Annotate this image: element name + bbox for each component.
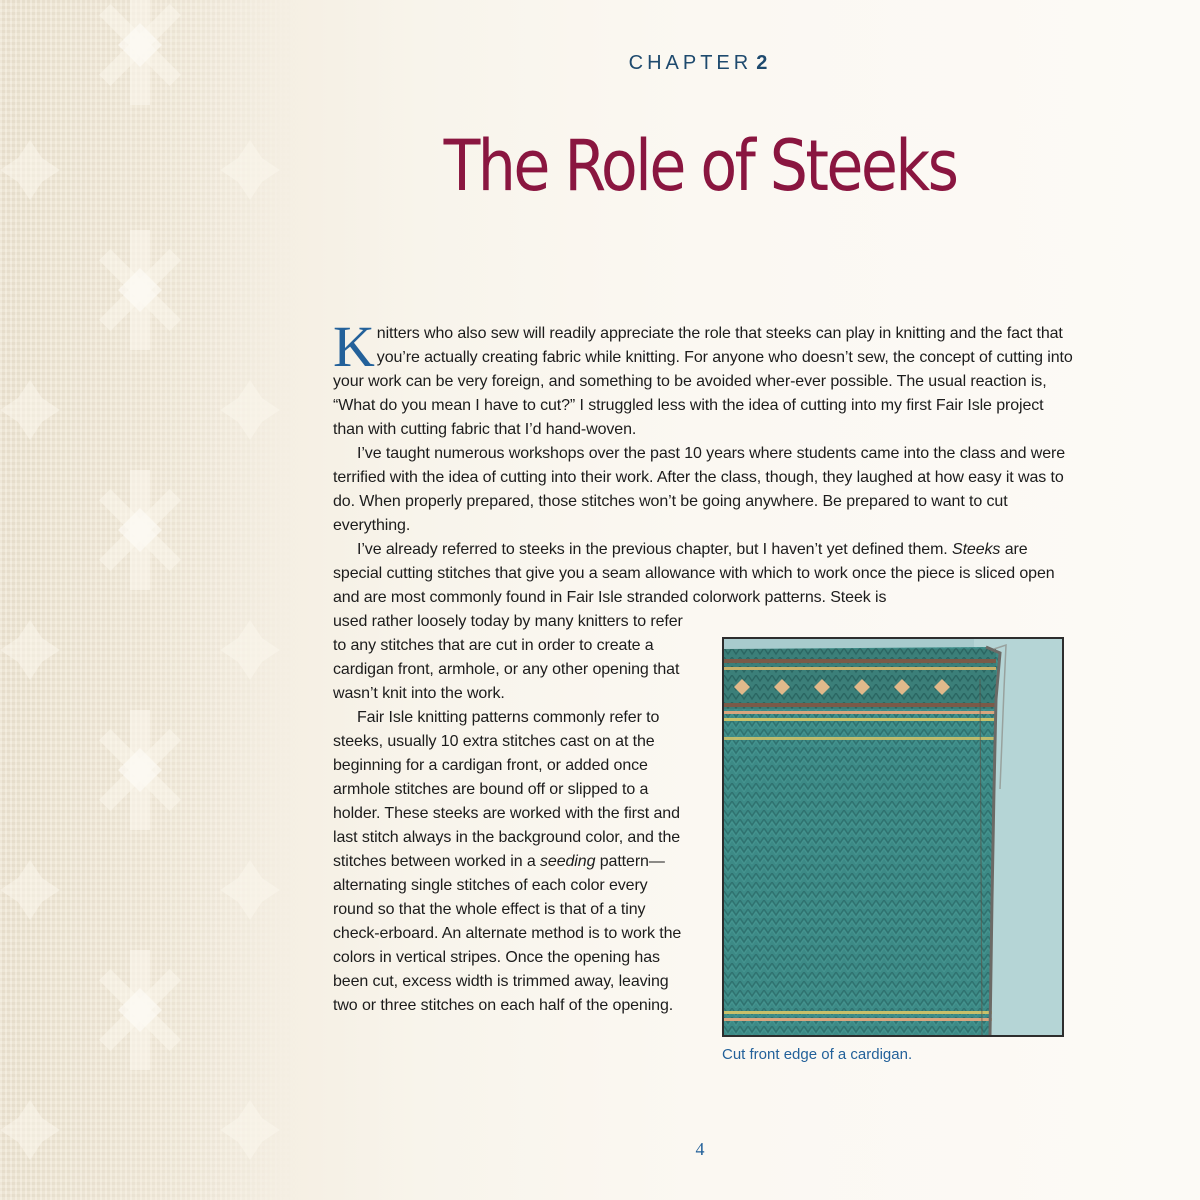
column-text-block	[333, 610, 683, 1018]
paragraph-3-text-b: are special cutting stitches that give you a seam allowance with which to work once the piece is sliced open and are most commonly found in Fair Isle stranded colorwork patterns. Steek is	[333, 541, 1055, 606]
seeding-italic: seeding	[540, 853, 596, 870]
knit-snowflake-motifs	[0, 0, 320, 1200]
paragraph-1-text: nitters who also sew will readily appreciate the role that steeks can play in knitting and the fact that you’re actually creating fabric while knitting. For anyone who doesn’t sew, the concept of cutting into your work can be very foreign, and something to be avoided wher-ever possible. The usual reaction is, “What do you mean I have to cut?” I struggled less with the idea of cutting into my first Fair Isle project than with cutting fabric that I’d hand-woven.	[333, 325, 1073, 438]
paragraph-4-text-b: pattern—alternating single stitches of each color every round so that the whole effect is that of a tiny check-erboard. An alternate method is to work the colors in vertical stripes. Once the opening has been cut, excess width is trimmed away, leaving two or three stitches on each half of the opening.	[333, 853, 682, 1014]
chapter-title: The Role of Steeks	[443, 125, 957, 207]
paragraph-4	[333, 706, 683, 1018]
cardigan-photo	[722, 637, 1064, 1037]
drop-cap: K	[333, 314, 375, 379]
paragraph-3-continued: used rather loosely today by many knitters to refer to any stitches that are cut in order to create a cardigan front, armhole, or any other opening that wasn’t knit into the work.	[333, 613, 683, 702]
paragraph-3-text-a: I’ve already referred to steeks in the previous chapter, but I haven’t yet defined them.	[357, 541, 948, 558]
cardigan-knit-illustration	[724, 639, 1062, 1035]
page-number: 4	[695, 1139, 705, 1159]
intro-text-block	[333, 314, 1073, 610]
paragraph-1	[333, 314, 1073, 442]
chapter-number: 2	[756, 52, 772, 74]
chapter-word: CHAPTER	[628, 52, 753, 74]
photo-caption: Cut front edge of a cardigan.	[722, 1046, 913, 1063]
paragraph-2: I’ve taught numerous workshops over the past 10 years where students came into the class and were terrified with the idea of cutting into their work. After the class, though, they laughed at how easy it was to do. When properly prepared, those stitches won’t be going anywhere. Be prepared to want to cut everything.	[333, 445, 1066, 534]
steeks-italic: Steeks	[952, 541, 1001, 558]
paragraph-4-text-a: Fair Isle knitting patterns commonly refer to steeks, usually 10 extra stitches cast on at the beginning for a cardigan front, or added once armhole stitches are bound off or slipped to a holder. These steeks are worked with the first and last stitch always in the background color, and the stitches between worked in a	[333, 709, 681, 870]
paragraph-3	[333, 538, 1073, 610]
chapter-label	[560, 52, 840, 75]
